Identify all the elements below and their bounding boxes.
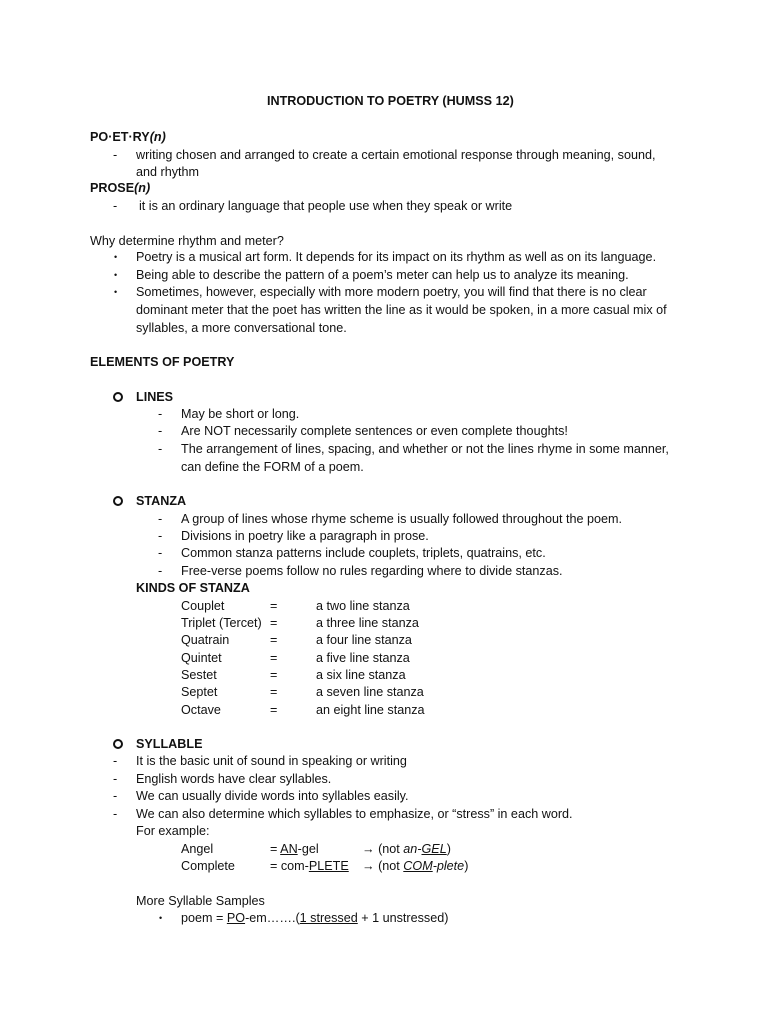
stanza-kind-eq: = — [270, 651, 278, 665]
prose-term-word: PROSE — [90, 181, 135, 195]
stanza-heading: STANZA — [136, 494, 187, 508]
dash: - — [158, 546, 163, 560]
dash: - — [113, 807, 118, 821]
example-alt-post: -plete — [432, 859, 465, 873]
example-close: ) — [446, 842, 451, 856]
stanza-kind-name: Couplet — [181, 599, 225, 613]
sample-1 — [181, 910, 448, 926]
prose-pos: (n) — [134, 181, 151, 195]
stanza-kind-desc: a five line stanza — [316, 651, 410, 665]
stanza-kind-eq: = — [270, 685, 278, 699]
example-breakdown — [270, 841, 319, 857]
stanza-item-3: Common stanza patterns include couplets, triplets, quatrains, etc. — [181, 546, 546, 560]
example-contrast — [362, 841, 451, 857]
lines-item-3: The arrangement of lines, spacing, and whether or not the lines rhyme in some manner, — [181, 442, 669, 456]
stanza-kind-desc: a three line stanza — [316, 616, 419, 630]
example-alt-pre: an- — [403, 842, 422, 856]
dash: - — [113, 789, 118, 803]
stanza-kind-eq: = — [270, 703, 278, 717]
poetry-definition-1: writing chosen and arranged to create a certain emotional response through meaning, sound, — [136, 148, 656, 162]
lines-item-3-line-2: can define the FORM of a poem. — [181, 460, 364, 474]
stanza-kind-name: Octave — [181, 703, 221, 717]
stanza-kind-desc: a seven line stanza — [316, 685, 424, 699]
stanza-item-2: Divisions in poetry like a paragraph in prose. — [181, 529, 429, 543]
example-stressed-syllable: AN — [280, 842, 298, 856]
example-stressed-syllable: PLETE — [308, 859, 349, 873]
rhythm-question: Why determine rhythm and meter? — [90, 234, 284, 248]
example-rest: -gel — [297, 842, 319, 856]
dash: - — [158, 564, 163, 578]
sample-stress: PO — [226, 911, 246, 925]
stanza-item-4: Free-verse poems follow no rules regarding where to divide stanzas. — [181, 564, 563, 578]
lines-item-1: May be short or long. — [181, 407, 300, 421]
lines-item-2: Are NOT necessarily complete sentences or even complete thoughts! — [181, 424, 568, 438]
stanza-kind-desc: an eight line stanza — [316, 703, 425, 717]
rhythm-bullet-1: Poetry is a musical art form. It depends for its impact on its rhythm as well as on its language. — [136, 250, 657, 264]
example-eq: = — [270, 842, 281, 856]
stanza-kind-desc: a six line stanza — [316, 668, 406, 682]
prose-dash: - — [113, 199, 118, 213]
stanza-kind-desc: a two line stanza — [316, 599, 410, 613]
stanza-kind-name: Sestet — [181, 668, 217, 682]
syllable-item-1: It is the basic unit of sound in speaking or writing — [136, 754, 407, 768]
sample-stressed: 1 stressed — [299, 911, 358, 925]
example-word: Angel — [181, 842, 214, 856]
syllable-item-3: We can usually divide words into syllables easily. — [136, 789, 409, 803]
poetry-definition-2: and rhythm — [136, 165, 199, 179]
elements-heading: ELEMENTS OF POETRY — [90, 355, 235, 369]
page-title: INTRODUCTION TO POETRY (HUMSS 12) — [267, 94, 514, 108]
rhythm-bullet-3-line-2: dominant meter that the poet has written the line as it would be spoken, in a more casual mix of — [136, 303, 667, 317]
rhythm-bullet-3: Sometimes, however, especially with more modern poetry, you will find that there is no clear — [136, 285, 647, 299]
circle-bullet-icon — [113, 496, 123, 506]
example-arrow: → (not — [362, 859, 404, 873]
circle-bullet-icon — [113, 392, 123, 402]
sample-mid: -em…….( — [245, 911, 300, 925]
prose-definition: it is an ordinary language that people use when they speak or write — [139, 199, 513, 213]
bullet-icon: • — [114, 287, 118, 297]
prose-term — [90, 180, 150, 196]
dash: - — [113, 754, 118, 768]
poetry-pos: (n) — [149, 130, 166, 144]
example-eq: = com- — [270, 859, 309, 873]
example-breakdown — [270, 858, 349, 874]
dash: - — [158, 512, 163, 526]
lines-heading: LINES — [136, 390, 174, 404]
dash: - — [158, 529, 163, 543]
example-close: ) — [464, 859, 469, 873]
bullet-icon: • — [114, 270, 118, 280]
example-label: For example: — [136, 824, 210, 838]
example-word: Complete — [181, 859, 235, 873]
kinds-of-stanza-heading: KINDS OF STANZA — [136, 581, 250, 595]
stanza-item-1: A group of lines whose rhyme scheme is usually followed throughout the poem. — [181, 512, 623, 526]
rhythm-bullet-3-line-3: syllables, a more conversational tone. — [136, 321, 347, 335]
dash: - — [158, 407, 163, 421]
example-arrow: → (not — [362, 842, 404, 856]
dash: - — [113, 772, 118, 786]
stanza-kind-eq: = — [270, 668, 278, 682]
poetry-term — [90, 129, 166, 145]
stanza-kind-eq: = — [270, 633, 278, 647]
poetry-dash: - — [113, 148, 118, 162]
dash: - — [158, 424, 163, 438]
example-alt-stressed: GEL — [421, 842, 447, 856]
stanza-kind-desc: a four line stanza — [316, 633, 412, 647]
circle-bullet-icon — [113, 739, 123, 749]
sample-post: + 1 unstressed) — [357, 911, 449, 925]
sample-pre: poem = — [181, 911, 227, 925]
syllable-item-4: We can also determine which syllables to emphasize, or “stress” in each word. — [136, 807, 573, 821]
stanza-kind-eq: = — [270, 616, 278, 630]
bullet-icon: • — [114, 252, 118, 262]
samples-label: More Syllable Samples — [136, 894, 265, 908]
stanza-kind-eq: = — [270, 599, 278, 613]
rhythm-bullet-2: Being able to describe the pattern of a poem’s meter can help us to analyze its meaning. — [136, 268, 629, 282]
poetry-term-word: PO·ET·RY — [90, 130, 150, 144]
stanza-kind-name: Triplet (Tercet) — [181, 616, 262, 630]
stanza-kind-name: Quatrain — [181, 633, 230, 647]
stanza-kind-name: Quintet — [181, 651, 222, 665]
syllable-heading: SYLLABLE — [136, 737, 203, 751]
stanza-kind-name: Septet — [181, 685, 218, 699]
example-alt-stressed: COM — [403, 859, 433, 873]
syllable-item-2: English words have clear syllables. — [136, 772, 332, 786]
dash: - — [158, 442, 163, 456]
example-contrast — [362, 858, 468, 874]
bullet-icon: • — [159, 913, 163, 923]
